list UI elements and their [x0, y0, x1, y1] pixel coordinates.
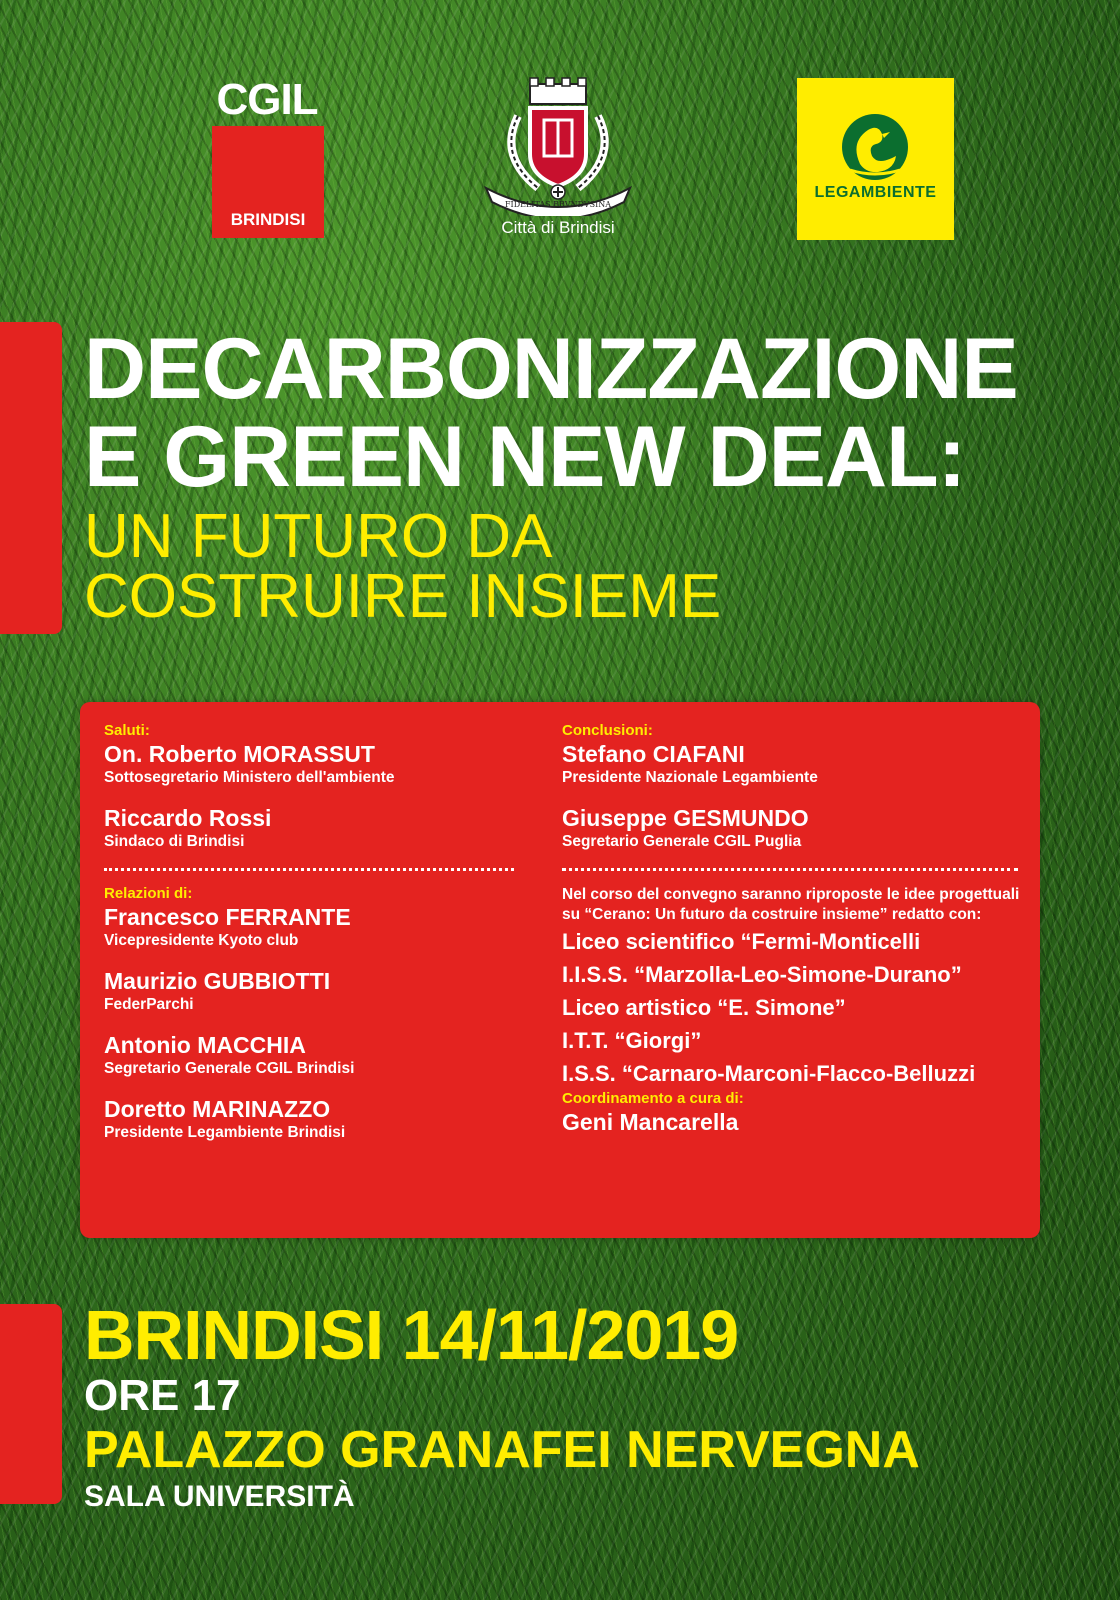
relazioni-label: Relazioni di:: [104, 885, 193, 902]
speaker-name: Antonio MACCHIA: [104, 1032, 306, 1058]
cgil-wordmark: CGIL: [216, 75, 318, 124]
program-right-column: [562, 722, 1028, 1136]
speaker-role: Presidente Legambiente Brindisi: [104, 1124, 346, 1141]
school-item: I.I.S.S. “Marzolla-Leo-Simone-Durano”: [562, 962, 962, 987]
swan-icon: [838, 112, 913, 182]
project-note: Nel corso del convegno saranno riproposte le idee progettuali su “Cerano: Un futuro da costruire insieme” redatto con:: [562, 886, 1020, 923]
speaker-role: Segretario Generale CGIL Brindisi: [104, 1060, 355, 1077]
program-box: [80, 702, 1040, 1238]
event-venue: PALAZZO GRANAFEI NERVEGNA: [84, 1421, 920, 1479]
coordinamento-label: Coordinamento a cura di:: [562, 1090, 744, 1107]
speaker-role: Vicepresidente Kyoto club: [104, 932, 299, 949]
city-caption: Città di Brindisi: [501, 218, 615, 237]
title-line-1: DECARBONIZZAZIONE: [84, 321, 1018, 417]
speaker-name: Maurizio GUBBIOTTI: [104, 968, 331, 994]
conclusioni-label: Conclusioni:: [562, 722, 653, 739]
cgil-city: BRINDISI: [230, 210, 306, 229]
speaker-name: Doretto MARINAZZO: [104, 1096, 331, 1122]
cgil-red-block: [212, 126, 324, 238]
saluti-label: Saluti:: [104, 722, 150, 739]
school-item: I.T.T. “Giorgi”: [562, 1028, 702, 1053]
crest-motto: FIDELITAS BRVNDVSINA: [505, 200, 611, 209]
red-side-tab-event: [0, 1304, 62, 1504]
speaker-name: Riccardo Rossi: [104, 805, 272, 831]
cgil-logo: [208, 75, 326, 240]
coordinator-name: Geni Mancarella: [562, 1109, 739, 1135]
school-item: Liceo scientifico “Fermi-Monticelli: [562, 929, 921, 954]
school-item: Liceo artistico “E. Simone”: [562, 995, 846, 1020]
speaker-role: Segretario Generale CGIL Puglia: [562, 833, 802, 850]
legambiente-logo: [797, 78, 954, 240]
speaker-role: Sottosegretario Ministero dell'ambiente: [104, 769, 395, 786]
speaker-role: Sindaco di Brindisi: [104, 833, 245, 850]
speaker-name: Giuseppe GESMUNDO: [562, 805, 809, 831]
coat-of-arms-icon: [478, 76, 638, 216]
speaker-role: Presidente Nazionale Legambiente: [562, 769, 818, 786]
event-room: SALA UNIVERSITÀ: [84, 1480, 355, 1513]
program-left-column: [104, 722, 524, 1143]
speaker-name: Francesco FERRANTE: [104, 904, 351, 930]
school-item: I.S.S. “Carnaro-Marconi-Flacco-Belluzzi: [562, 1061, 976, 1086]
dotted-divider: [562, 868, 1018, 871]
speaker-name: Stefano CIAFANI: [562, 741, 745, 767]
dotted-divider: [104, 868, 514, 871]
legambiente-name: LEGAMBIENTE: [814, 184, 937, 201]
subtitle-line-1: UN FUTURO DA: [84, 502, 553, 571]
red-side-tab-title: [0, 322, 62, 634]
speaker-role: FederParchi: [104, 996, 194, 1013]
speaker-name: On. Roberto MORASSUT: [104, 741, 375, 767]
event-time: ORE 17: [84, 1371, 241, 1420]
event-date: BRINDISI 14/11/2019: [84, 1296, 739, 1374]
title-line-2: E GREEN NEW DEAL:: [84, 409, 966, 505]
city-crest-logo: [478, 76, 638, 244]
subtitle-line-2: COSTRUIRE INSIEME: [84, 562, 722, 631]
